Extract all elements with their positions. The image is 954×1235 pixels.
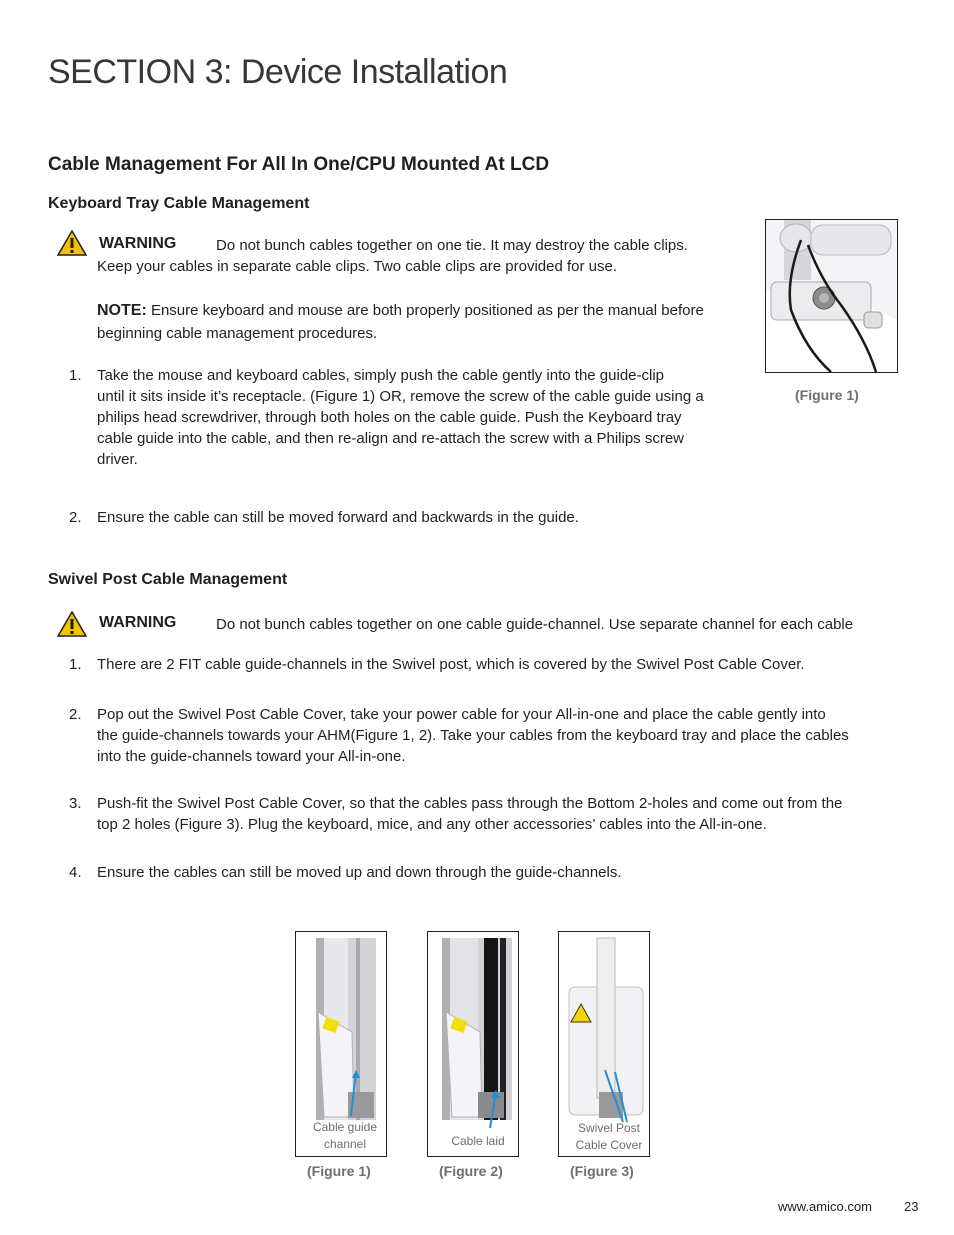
- figure-caption: (Figure 1): [795, 387, 859, 403]
- warning-icon: [57, 611, 87, 642]
- step-line: into the guide-channels toward your All-in-one.: [97, 748, 406, 765]
- figure-caption: (Figure 2): [439, 1163, 503, 1179]
- step-text: [97, 704, 849, 767]
- step-number: 2.: [69, 706, 82, 723]
- main-heading: Cable Management For All In One/CPU Mounted At LCD: [48, 154, 550, 175]
- photo-label-line: Cable Cover: [575, 1138, 643, 1152]
- warning-text-line2: Keep your cables in separate cable clips. Two cable clips are provided for use.: [97, 258, 618, 275]
- swivel-figure-1-photo: [295, 931, 387, 1157]
- warning-text: Do not bunch cables together on one cable guide-channel. Use separate channel for each cable: [216, 616, 854, 633]
- photo-label-line: Cable guide: [312, 1120, 378, 1134]
- warning-label: WARNING: [99, 614, 177, 631]
- warning-text-line1: Do not bunch cables together on one tie. It may destroy the cable clips.: [216, 237, 688, 254]
- step-text: Ensure the cables can still be moved up and down through the guide-channels.: [97, 864, 622, 881]
- photo-label-line: Cable laid: [451, 1134, 505, 1148]
- warning-icon: [57, 230, 87, 261]
- step-number: 1.: [69, 367, 82, 384]
- step-line: until it sits inside it’s receptacle. (Figure 1) OR, remove the screw of the cable guide using a: [97, 388, 704, 405]
- photo-label: [565, 1120, 650, 1154]
- figure-caption: (Figure 1): [307, 1163, 371, 1179]
- keyboard-tray-photo: [765, 219, 898, 373]
- step-number: 3.: [69, 795, 82, 812]
- step-text: Ensure the cable can still be moved forward and backwards in the guide.: [97, 509, 579, 526]
- figure-caption: (Figure 3): [570, 1163, 634, 1179]
- step-line: the guide-channels towards your AHM(Figure 1, 2). Take your cables from the keyboard tray and place the cables: [97, 727, 849, 744]
- photo-label: [434, 1133, 519, 1150]
- keyboard-section-title: Keyboard Tray Cable Management: [48, 195, 310, 212]
- step-number: 2.: [69, 509, 82, 526]
- step-number: 4.: [69, 864, 82, 881]
- section-title: SECTION 3: Device Installation: [48, 53, 508, 91]
- photo-label-line: channel: [323, 1137, 367, 1151]
- note-paragraph: [97, 300, 704, 321]
- step-text: [97, 793, 842, 835]
- note-text-line2: beginning cable management procedures.: [97, 325, 378, 342]
- footer-url: www.amico.com: [778, 1199, 872, 1214]
- swivel-figure-2-photo: [427, 931, 519, 1157]
- warning-label: WARNING: [99, 235, 177, 252]
- step-line: top 2 holes (Figure 3). Plug the keyboard, mice, and any other accessories’ cables into the All-in-one.: [97, 816, 767, 833]
- step-line: cable guide into the cable, and then re-align and re-attach the screw with a Philips screw: [97, 430, 684, 447]
- photo-label: [306, 1119, 384, 1153]
- note-label: NOTE:: [97, 302, 147, 319]
- step-text: [97, 365, 757, 470]
- step-line: Take the mouse and keyboard cables, simply push the cable gently into the guide-clip: [97, 367, 665, 384]
- step-line: philips head screwdriver, through both holes on the cable guide. Push the Keyboard tray: [97, 409, 682, 426]
- page-number: 23: [904, 1199, 919, 1214]
- step-text: There are 2 FIT cable guide-channels in the Swivel post, which is covered by the Swivel Post Cable Cover.: [97, 656, 805, 673]
- step-line: Push-fit the Swivel Post Cable Cover, so that the cables pass through the Bottom 2-holes and come out from the: [97, 795, 843, 812]
- photo-label-line: Swivel Post: [577, 1121, 641, 1135]
- swivel-figure-3-photo: [558, 931, 650, 1157]
- step-line: driver.: [97, 451, 138, 468]
- step-line: Pop out the Swivel Post Cable Cover, take your power cable for your All-in-one and place the cable gently into: [97, 706, 826, 723]
- step-number: 1.: [69, 656, 82, 673]
- note-text-line1: Ensure keyboard and mouse are both properly positioned as per the manual before: [146, 302, 704, 319]
- swivel-section-title: Swivel Post Cable Management: [48, 571, 288, 588]
